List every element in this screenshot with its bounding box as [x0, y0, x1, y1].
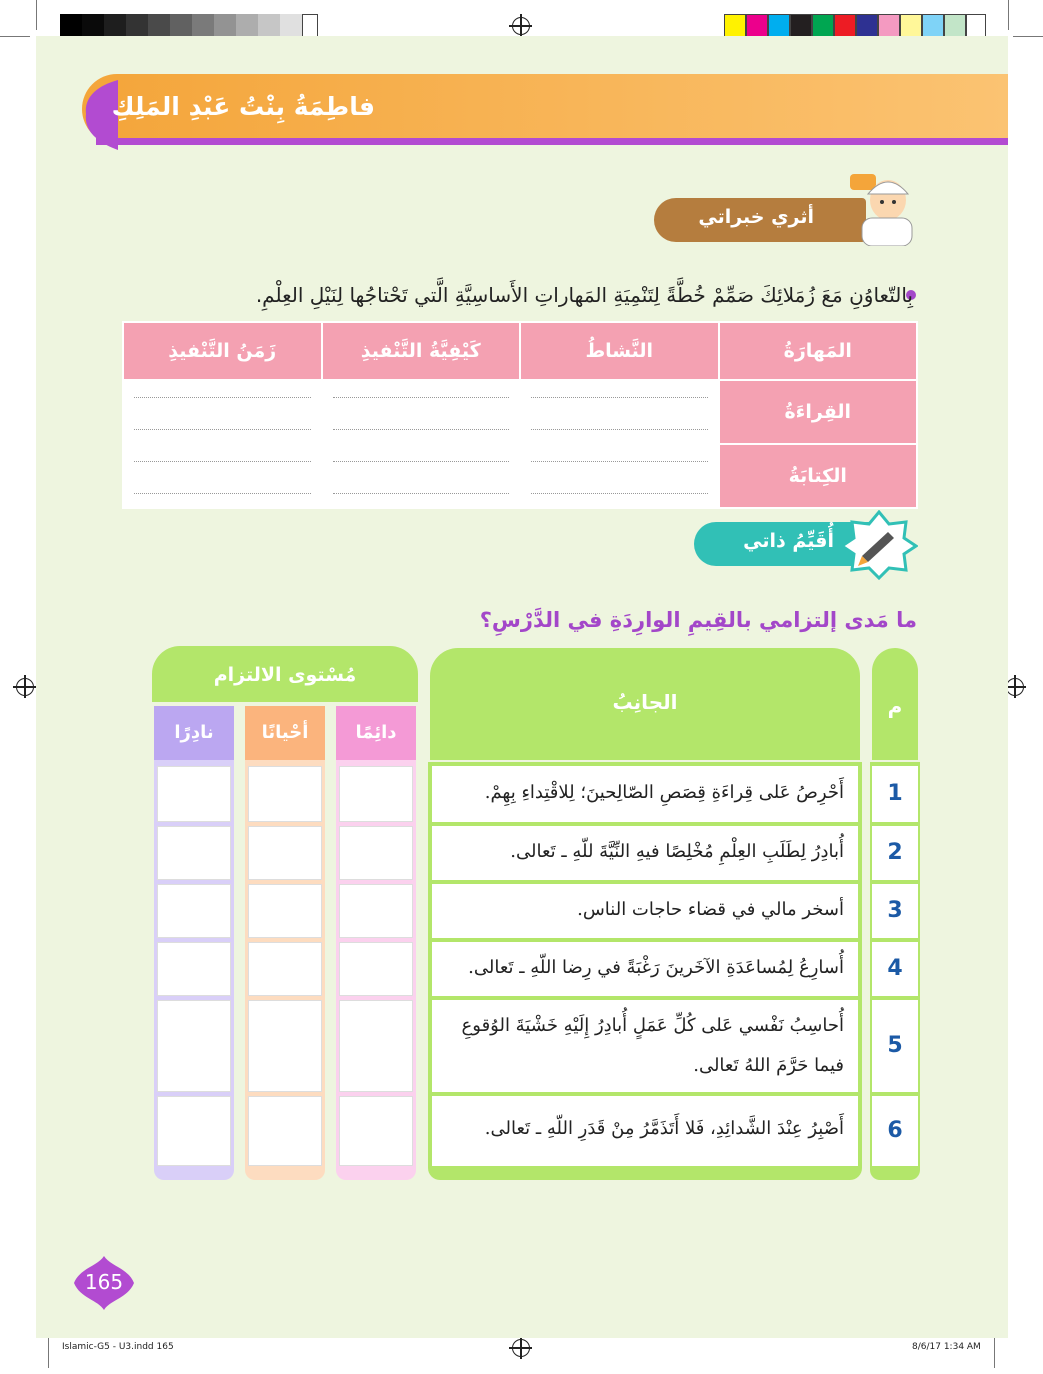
aspect-text: أُسارِعُ لِمُساعَدَةِ الآخَرينَ رَغْبَةً في رِضا اللّهِ ـ تَعالى.	[468, 957, 844, 978]
registration-mark-bottom	[512, 1339, 530, 1357]
assessment-question: ما مَدى إلتزامي بالقِيمِ الوارِدَةِ في الدَّرْسِ؟	[479, 608, 917, 632]
commitment-level-label: مُسْتوى الالتزام	[213, 664, 357, 686]
plan-entry-line[interactable]	[322, 444, 521, 476]
plan-header-activity: النَّشاطُ	[520, 322, 719, 380]
plan-entry-line[interactable]	[123, 444, 322, 476]
aspect-row	[432, 1000, 858, 1092]
crop-mark	[48, 1338, 49, 1368]
experience-badge	[654, 198, 866, 242]
aspect-row	[432, 884, 858, 938]
check-cell[interactable]	[248, 1096, 322, 1166]
check-cell[interactable]	[339, 942, 413, 996]
check-cell[interactable]	[248, 1000, 322, 1092]
row-number: 6	[872, 1096, 918, 1166]
plan-header-method: كَيْفِيَّةُ التَّنْفيذِ	[322, 322, 521, 380]
row-number: 4	[872, 942, 918, 996]
check-cell[interactable]	[157, 942, 231, 996]
plan-skill-reading: القِراءَةُ	[719, 380, 918, 444]
aspect-text: فيما حَرَّمَ اللهُ تَعالى.	[693, 1054, 844, 1076]
row-number: 2	[872, 826, 918, 880]
registration-mark-left	[16, 678, 34, 696]
page-title: فاطِمَةُ بِنْتُ عَبْدِ المَلِكِ	[111, 92, 375, 121]
aspect-text: أَصْبِرُ عِنْدَ الشَّدائِدِ، فَلا أَتَذَمَّرُ مِنْ قَدَرِ اللّهِ ـ تَعالى.	[484, 1118, 844, 1139]
registration-mark-top	[512, 17, 530, 35]
aspect-row	[432, 942, 858, 996]
check-cell[interactable]	[248, 884, 322, 938]
check-cell[interactable]	[157, 1000, 231, 1092]
column-always	[336, 706, 416, 1180]
plan-entry-line[interactable]	[520, 444, 719, 476]
plan-entry-line[interactable]	[322, 412, 521, 444]
plan-entry-line[interactable]	[520, 476, 719, 508]
col-m-label: م	[887, 694, 903, 718]
level-sometimes-label: أحْيانًا	[245, 706, 325, 760]
crop-mark	[0, 36, 30, 37]
column-sometimes	[245, 706, 325, 1180]
check-cell[interactable]	[157, 1096, 231, 1166]
plan-table	[122, 321, 918, 509]
crop-mark	[1013, 36, 1043, 37]
plan-header-time: زَمَنُ التَّنْفيذِ	[123, 322, 322, 380]
level-rarely-label: نادِرًا	[154, 706, 234, 760]
plan-skill-writing: الكِتابَةُ	[719, 444, 918, 508]
experience-badge-label: أثري خبراتي	[698, 206, 814, 228]
check-cell[interactable]	[248, 766, 322, 822]
aspect-text: أُبادِرُ لِطَلَبِ العِلْمِ مُخْلِصًا فيهِ النِّيَّةَ للّهِ ـ تَعالى.	[510, 841, 844, 862]
col-aspect-header	[430, 648, 860, 760]
aspect-row	[432, 1096, 858, 1166]
aspect-row	[432, 826, 858, 880]
check-cell[interactable]	[248, 942, 322, 996]
header-underline	[96, 138, 1008, 145]
page-number: 165	[84, 1270, 124, 1294]
check-cell[interactable]	[339, 884, 413, 938]
plan-entry-line[interactable]	[123, 412, 322, 444]
column-rarely	[154, 706, 234, 1180]
col-m-header	[872, 648, 918, 760]
row-number: 1	[872, 766, 918, 822]
plan-entry-line[interactable]	[123, 476, 322, 508]
page-number-badge	[74, 1256, 134, 1310]
plan-header-skill: المَهارَةُ	[719, 322, 918, 380]
crop-mark	[36, 0, 37, 30]
footer-file: Islamic-G5 - U3.indd 165	[62, 1342, 174, 1352]
check-cell[interactable]	[339, 1000, 413, 1092]
footer-timestamp: 8/6/17 1:34 AM	[912, 1342, 981, 1352]
aspect-row	[432, 766, 858, 822]
aspect-text: أسخر مالي في قضاء حاجات الناس.	[577, 899, 844, 920]
check-cell[interactable]	[248, 826, 322, 880]
check-cell[interactable]	[157, 826, 231, 880]
check-cell[interactable]	[339, 1096, 413, 1166]
col-aspect-label: الجانِبُ	[612, 690, 678, 714]
registration-mark-right	[1006, 678, 1024, 696]
instruction-text: بِالتّعاوُنِ مَعَ زُمَلائِكَ صَمِّمْ خُطَّةً لِتَنْمِيَةِ المَهاراتِ الأَساسِيَّةِ الَّتي تَحْتاجُها لِنَيْلِ العِلْمِ.	[255, 283, 913, 307]
check-cell[interactable]	[339, 826, 413, 880]
aspect-text: أُحاسِبُ نَفْسي عَلى كُلِّ عَمَلٍ أُبادِرُ إِلَيْهِ خَشْيَةَ الوُقوعِ	[461, 1015, 844, 1036]
row-number: 5	[872, 1000, 918, 1092]
aspect-text: أَحْرِصُ عَلى قِراءَةِ قِصَصِ الصّالِحينَ؛ لِلاقْتِداءِ بِهِمْ.	[484, 782, 844, 803]
plan-entry-line[interactable]	[322, 476, 521, 508]
check-cell[interactable]	[157, 884, 231, 938]
boy-reading-icon	[848, 170, 916, 246]
plan-entry-line[interactable]	[123, 380, 322, 412]
commitment-level-header	[152, 646, 418, 702]
self-assess-badge-label: أُقَيِّمُ ذاتي	[743, 530, 834, 552]
plan-entry-line[interactable]	[520, 380, 719, 412]
crop-mark	[1008, 0, 1009, 30]
crop-mark	[994, 1338, 995, 1368]
plan-entry-line[interactable]	[322, 380, 521, 412]
level-always-label: دائِمًا	[336, 706, 416, 760]
plan-entry-line[interactable]	[520, 412, 719, 444]
pencil-star-icon	[840, 510, 918, 580]
row-number: 3	[872, 884, 918, 938]
check-cell[interactable]	[157, 766, 231, 822]
check-cell[interactable]	[339, 766, 413, 822]
